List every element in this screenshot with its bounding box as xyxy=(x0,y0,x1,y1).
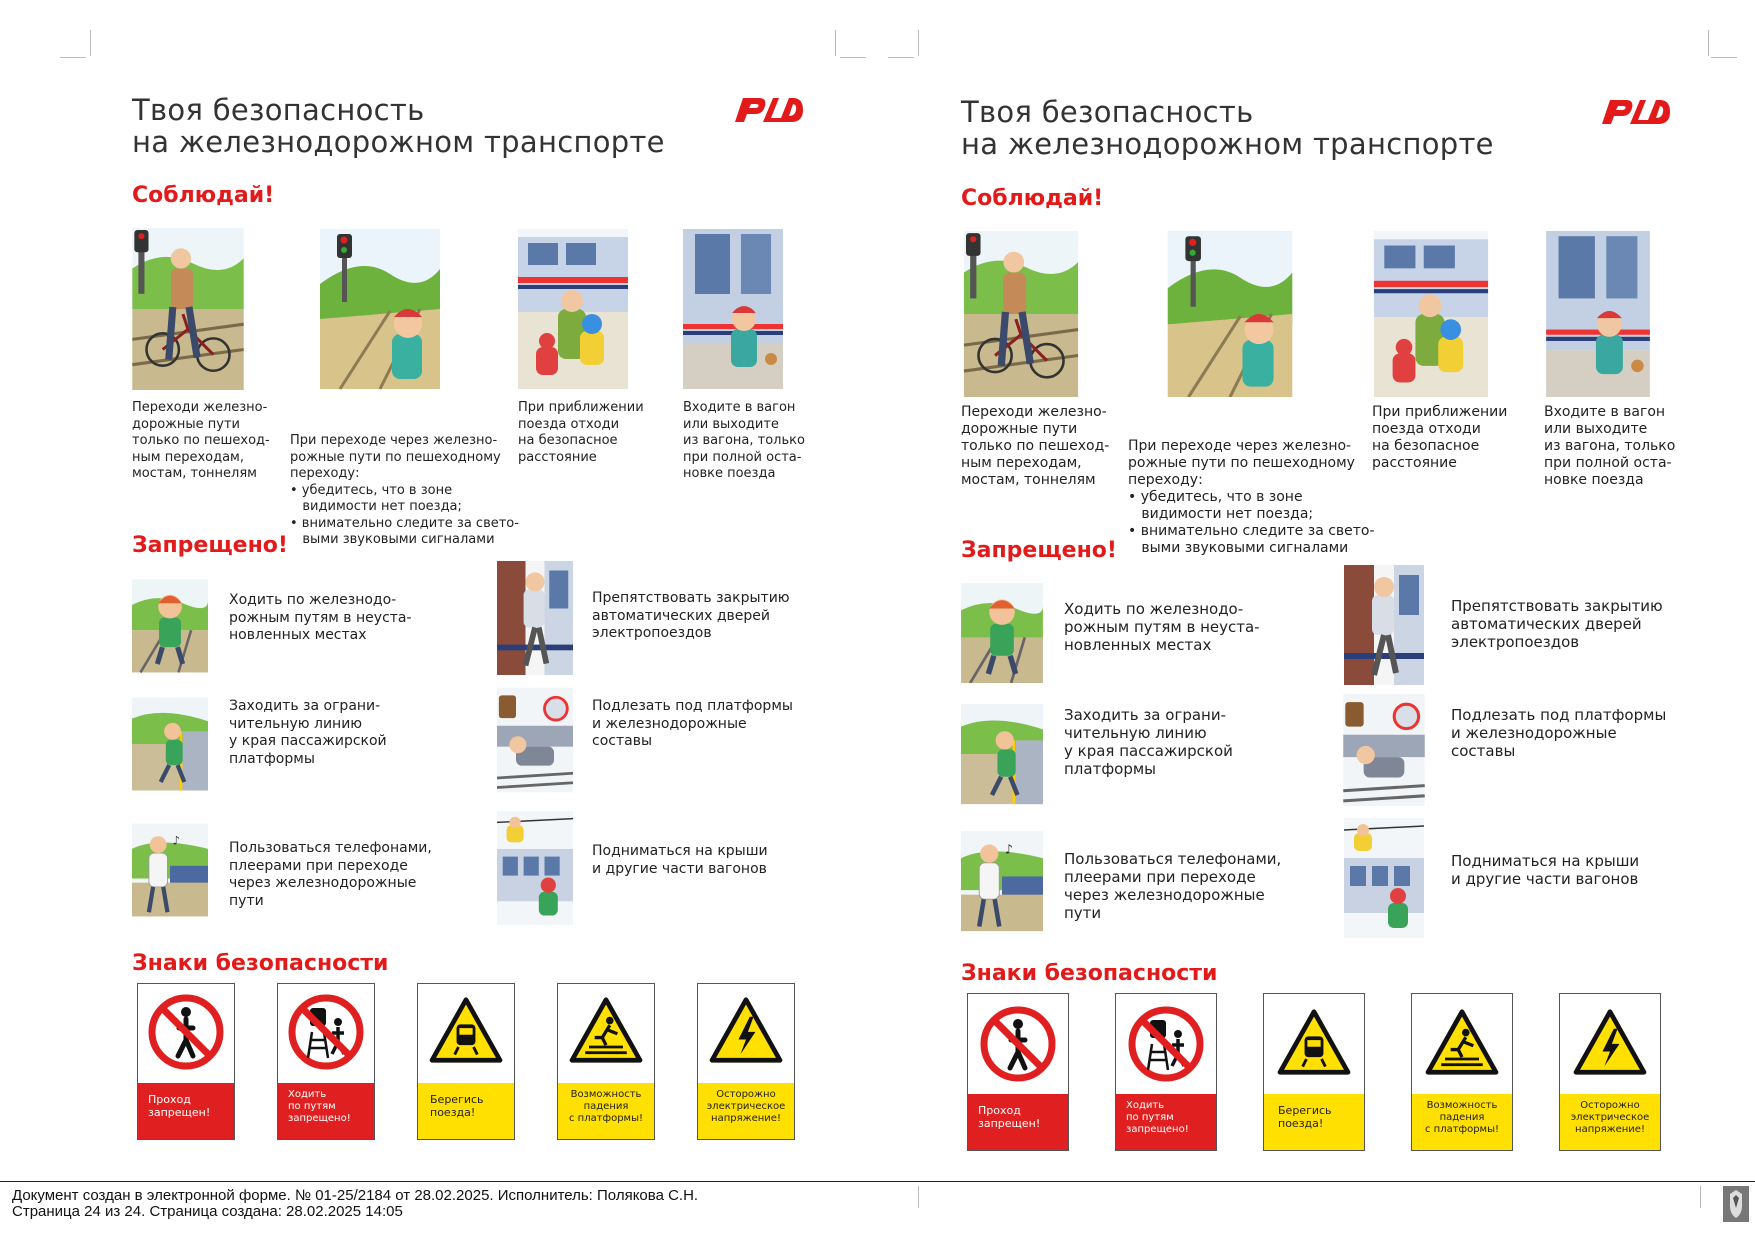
safety-sign-train xyxy=(417,983,515,1140)
sign-caption: Проход запрещен! xyxy=(138,1083,234,1139)
crop-mark xyxy=(888,57,914,58)
document-footer xyxy=(12,1188,698,1220)
illustration-pedestrian-crossing xyxy=(1165,231,1295,397)
obey-text-1: Переходи железно- дорожные пути только по пешеход- ным переходам, мостам, тоннелям xyxy=(132,400,270,481)
no-pedestrian-icon xyxy=(146,992,226,1072)
obey-text-4: Входите в вагон или выходите из вагона, только при полной оста- новке поезда xyxy=(683,400,805,481)
forbidden-text-1: Ходить по железнодо- рожным путям в неуста- новленных местах xyxy=(229,592,412,643)
page-title xyxy=(961,96,1494,160)
illustration-pedestrian-crossing xyxy=(320,228,440,390)
illustration-wagon-roof xyxy=(1343,818,1425,938)
page-title xyxy=(132,94,665,158)
train-warning-icon xyxy=(428,996,504,1064)
obey-text-3: При приближении поезда отходи на безопасное расстояние xyxy=(1372,404,1508,471)
rzd-logo-icon xyxy=(733,92,805,126)
forbidden-text-5: Пользоваться телефонами, плеерами при переходе через железнодорожные пути xyxy=(229,840,432,909)
crop-mark xyxy=(835,30,836,56)
safety-sign-no-tracks xyxy=(1115,993,1217,1151)
high-voltage-warning-icon xyxy=(708,996,784,1064)
obey-text-2: При переходе через железно- рожные пути по пешеходному переходу: • убедитесь, что в зоне видимости нет поезда; • внимательно следите за свето- выми звуковыми сигналами xyxy=(290,433,519,547)
forbidden-text-2: Препятствовать закрытию автоматических дверей электропоездов xyxy=(592,590,790,641)
forbidden-text-1: Ходить по железнодо- рожным путям в неуста- новленных местах xyxy=(1064,600,1260,654)
crop-mark xyxy=(60,57,86,58)
illustration-walking-on-tracks xyxy=(961,583,1043,683)
illustration-walking-on-tracks xyxy=(132,578,208,674)
page-title-line1: Твоя безопасность xyxy=(961,95,1254,129)
poster-page-right xyxy=(878,0,1755,1180)
poster-page-left xyxy=(0,0,877,1180)
sign-caption: Берегись поезда! xyxy=(1264,1094,1364,1150)
train-warning-icon xyxy=(1276,1008,1352,1076)
sign-caption: Берегись поезда! xyxy=(418,1083,514,1139)
crop-mark xyxy=(1711,57,1737,58)
section-heading-obey: Соблюдай! xyxy=(961,186,1104,211)
illustration-bicycle-crossing xyxy=(132,228,244,390)
forbidden-text-6: Подниматься на крыши и другие части вагонов xyxy=(592,843,768,877)
no-pedestrian-icon xyxy=(978,1004,1058,1084)
safety-sign-no-pedestrian xyxy=(967,993,1069,1151)
page-title-line2: на железнодорожном транспорте xyxy=(132,125,665,159)
page-title-line2: на железнодорожном транспорте xyxy=(961,127,1494,161)
illustration-train-approach xyxy=(1372,231,1490,397)
illustration-bicycle-crossing xyxy=(961,231,1081,397)
footer-line-1: Документ создан в электронной форме. № 01-25/2184 от 28.02.2025. Исполнитель: Полякова С.Н. xyxy=(12,1187,699,1204)
footer-line-2: Страница 24 из 24. Страница создана: 28.02.2025 14:05 xyxy=(12,1203,403,1220)
safety-sign-no-pedestrian xyxy=(137,983,235,1140)
obey-text-3: При приближении поезда отходи на безопасное расстояние xyxy=(518,400,644,465)
section-heading-forbidden: Запрещено! xyxy=(961,538,1117,563)
illustration-under-platform xyxy=(1343,694,1425,806)
forbidden-text-4: Подлезать под платформы и железнодорожные составы xyxy=(592,698,793,749)
illustration-wagon-roof xyxy=(497,810,573,926)
illustration-crossing-platform-line xyxy=(132,690,208,798)
illustration-phone-on-tracks xyxy=(961,825,1043,937)
sign-caption: Ходить по путям запрещено! xyxy=(1116,1094,1216,1150)
high-voltage-warning-icon xyxy=(1572,1008,1648,1076)
crop-mark xyxy=(90,30,91,56)
safety-sign-platform-fall xyxy=(557,983,655,1140)
obey-text-4: Входите в вагон или выходите из вагона, только при полной оста- новке поезда xyxy=(1544,404,1676,488)
sign-caption: Осторожно электрическое напряжение! xyxy=(698,1083,794,1139)
illustration-blocking-doors xyxy=(1343,565,1425,685)
safety-sign-platform-fall xyxy=(1411,993,1513,1151)
crop-mark xyxy=(1708,30,1709,56)
page-title-line1: Твоя безопасность xyxy=(132,93,425,127)
section-heading-obey: Соблюдай! xyxy=(132,183,275,208)
forbidden-text-4: Подлезать под платформы и железнодорожные составы xyxy=(1451,706,1667,760)
sign-caption: Осторожно электрическое напряжение! xyxy=(1560,1094,1660,1150)
illustration-blocking-doors xyxy=(497,560,573,676)
safety-sign-high-voltage xyxy=(697,983,795,1140)
crop-mark xyxy=(1700,1186,1701,1208)
sign-caption: Ходить по путям запрещено! xyxy=(278,1083,374,1139)
no-walking-on-tracks-icon xyxy=(286,992,366,1072)
section-heading-signs: Знаки безопасности xyxy=(132,951,389,976)
section-heading-signs: Знаки безопасности xyxy=(961,961,1218,986)
illustration-train-approach xyxy=(518,228,628,390)
forbidden-text-6: Подниматься на крыши и другие части вагонов xyxy=(1451,852,1640,888)
forbidden-text-3: Заходить за ограни- чительную линию у края пассажирской платформы xyxy=(229,698,387,767)
rzd-logo-icon xyxy=(1600,94,1672,128)
obey-text-1: Переходи железно- дорожные пути только по пешеход- ным переходам, мостам, тоннелям xyxy=(961,404,1110,488)
section-heading-forbidden: Запрещено! xyxy=(132,533,288,558)
forbidden-text-3: Заходить за ограни- чительную линию у края пассажирской платформы xyxy=(1064,706,1233,778)
safety-sign-no-tracks xyxy=(277,983,375,1140)
illustration-phone-on-tracks xyxy=(132,816,208,924)
crop-mark xyxy=(840,57,866,58)
illustration-wagon-entry xyxy=(1544,231,1652,397)
footer-divider xyxy=(0,1181,1755,1182)
crop-mark xyxy=(918,1186,919,1208)
illustration-crossing-platform-line xyxy=(961,698,1043,810)
platform-fall-warning-icon xyxy=(568,996,644,1064)
illustration-wagon-entry xyxy=(683,228,783,390)
obey-text-2: При переходе через железно- рожные пути по пешеходному переходу: • убедитесь, что в зоне видимости нет поезда; • внимательно следите за свето- выми звуковыми сигналами xyxy=(1128,438,1375,556)
safety-sign-high-voltage xyxy=(1559,993,1661,1151)
crop-mark xyxy=(918,30,919,56)
no-walking-on-tracks-icon xyxy=(1126,1004,1206,1084)
forbidden-text-2: Препятствовать закрытию автоматических дверей электропоездов xyxy=(1451,597,1663,651)
sign-caption: Возможность падения с платформы! xyxy=(1412,1094,1512,1150)
coat-of-arms-icon xyxy=(1723,1186,1749,1222)
safety-sign-train xyxy=(1263,993,1365,1151)
sign-caption: Проход запрещен! xyxy=(968,1094,1068,1150)
platform-fall-warning-icon xyxy=(1424,1008,1500,1076)
sign-caption: Возможность падения с платформы! xyxy=(558,1083,654,1139)
illustration-under-platform xyxy=(497,686,573,794)
forbidden-text-5: Пользоваться телефонами, плеерами при переходе через железнодорожные пути xyxy=(1064,850,1282,922)
